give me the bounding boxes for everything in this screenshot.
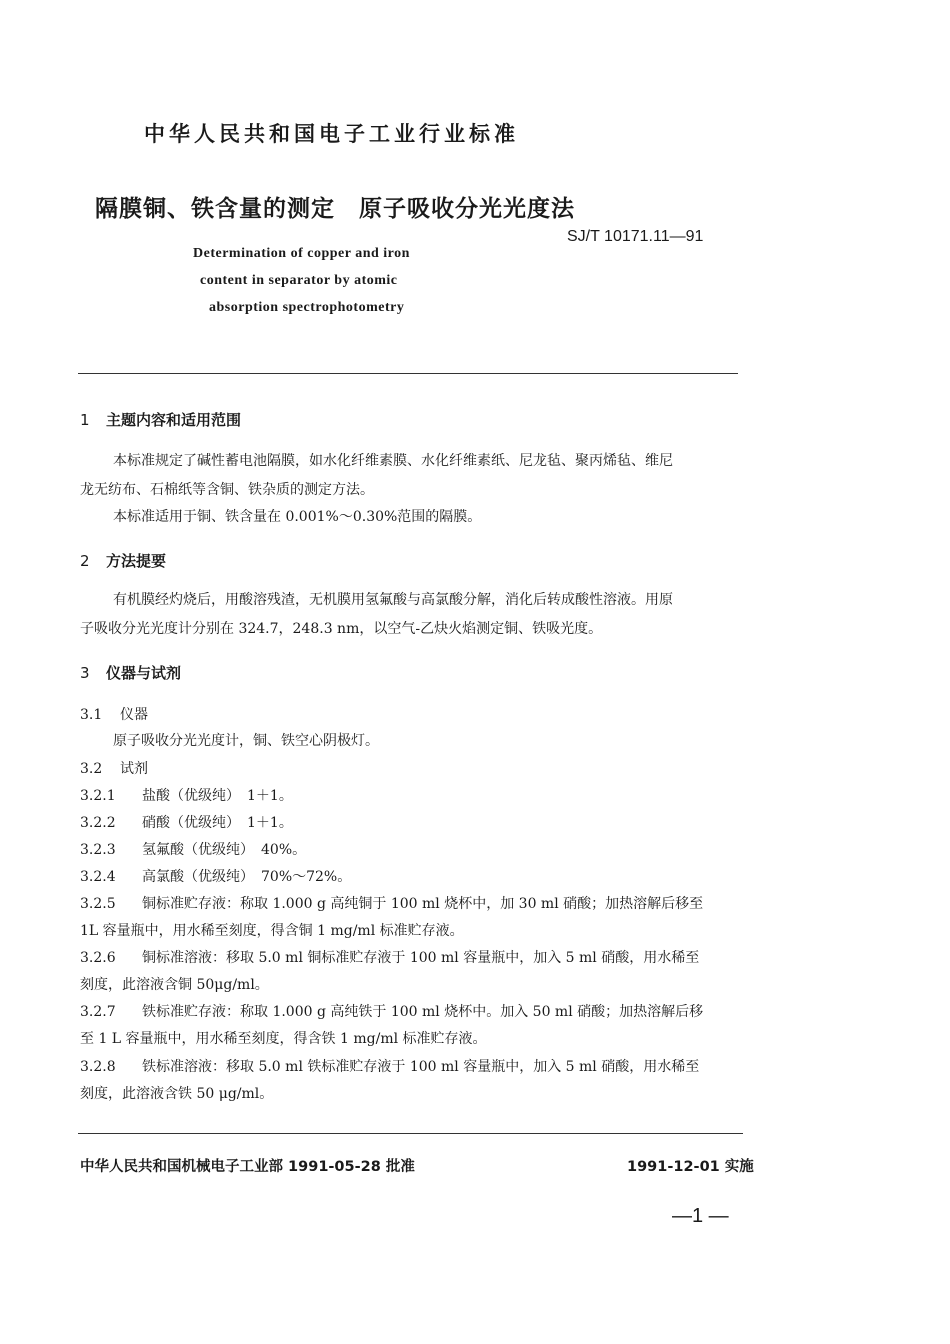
reagent-item xyxy=(80,866,351,886)
section-heading xyxy=(80,550,166,571)
section-number: 2 xyxy=(80,552,90,570)
item-number: 3.2.8 xyxy=(80,1059,116,1075)
item-text: 高氯酸（优级纯） 70%～72%。 xyxy=(142,869,352,885)
item-text: 铁标准贮存液：称取 1.000 g 高纯铁于 100 ml 烧杯中。加入 50 ml 硝酸；加热溶解后移 xyxy=(142,1004,704,1020)
subsection-heading xyxy=(80,704,148,724)
item-text: 铜标准贮存液：称取 1.000 g 高纯铜于 100 ml 烧杯中，加 30 ml 硝酸；加热溶解后移至 xyxy=(142,896,704,912)
footer-divider xyxy=(78,1133,743,1134)
page-number: —1 — xyxy=(672,1205,729,1227)
standard-code: SJ/T 10171.11—91 xyxy=(567,228,704,245)
reagent-item xyxy=(80,893,703,913)
paragraph-line: 子吸收分光光度计分别在 324.7，248.3 nm，以空气-乙炔火焰测定铜、铁吸光度。 xyxy=(80,621,603,637)
reagent-item xyxy=(80,785,293,805)
item-number: 3.2.3 xyxy=(80,842,116,858)
reagent-item xyxy=(80,1001,703,1021)
english-title-line: content in separator by atomic xyxy=(200,273,398,288)
subsection-heading xyxy=(80,758,148,778)
item-number: 3.2.5 xyxy=(80,896,116,912)
reagent-item xyxy=(80,947,699,967)
item-number: 3.2.7 xyxy=(80,1004,116,1020)
approval-line: 中华人民共和国机械电子工业部 1991-05-28 批准 xyxy=(80,1159,415,1175)
item-continuation: 1L 容量瓶中，用水稀至刻度，得含铜 1 mg/ml 标准贮存液。 xyxy=(80,923,464,939)
item-continuation: 刻度，此溶液含铁 50 μg/ml。 xyxy=(80,1086,274,1102)
paragraph-line: 原子吸收分光光度计，铜、铁空心阴极灯。 xyxy=(113,733,379,749)
document-title: 隔膜铜、铁含量的测定 原子吸收分光光度法 xyxy=(95,196,575,222)
item-text: 铜标准溶液：移取 5.0 ml 铜标准贮存液于 100 ml 容量瓶中，加入 5 ml 硝酸，用水稀至 xyxy=(142,950,700,966)
paragraph-line: 本标准适用于铜、铁含量在 0.001%～0.30%范围的隔膜。 xyxy=(113,509,482,525)
paragraph-line: 本标准规定了碱性蓄电池隔膜，如水化纤维素膜、水化纤维素纸、尼龙毡、聚丙烯毡、维尼 xyxy=(113,453,673,469)
section-title: 主题内容和适用范围 xyxy=(106,411,242,429)
subsection-title: 仪器 xyxy=(120,707,148,723)
section-title: 方法提要 xyxy=(106,552,167,570)
item-text: 铁标准溶液：移取 5.0 ml 铁标准贮存液于 100 ml 容量瓶中，加入 5 ml 硝酸，用水稀至 xyxy=(142,1059,700,1075)
effective-date: 1991-12-01 实施 xyxy=(627,1159,754,1175)
item-text: 盐酸（优级纯） 1＋1。 xyxy=(142,788,293,804)
english-title-line: absorption spectrophotometry xyxy=(209,300,405,315)
standard-title: 中华人民共和国电子工业行业标准 xyxy=(144,122,519,146)
paragraph-line: 有机膜经灼烧后，用酸溶残渣，无机膜用氢氟酸与高氯酸分解，消化后转成酸性溶液。用原 xyxy=(113,592,673,608)
reagent-item xyxy=(80,839,306,859)
subsection-number: 3.1 xyxy=(80,707,103,723)
section-number: 1 xyxy=(80,411,90,429)
paragraph-line: 龙无纺布、石棉纸等含铜、铁杂质的测定方法。 xyxy=(80,482,374,498)
reagent-item xyxy=(80,1056,699,1076)
subsection-number: 3.2 xyxy=(80,761,103,777)
section-title: 仪器与试剂 xyxy=(106,664,182,682)
item-text: 硝酸（优级纯） 1＋1。 xyxy=(142,815,293,831)
section-number: 3 xyxy=(80,664,90,682)
subsection-title: 试剂 xyxy=(120,761,148,777)
item-number: 3.2.4 xyxy=(80,869,116,885)
english-title-line: Determination of copper and iron xyxy=(193,246,410,261)
header-divider xyxy=(78,373,738,374)
item-text: 氢氟酸（优级纯） 40%。 xyxy=(142,842,307,858)
item-continuation: 至 1 L 容量瓶中，用水稀至刻度，得含铁 1 mg/ml 标准贮存液。 xyxy=(80,1031,487,1047)
item-continuation: 刻度，此溶液含铜 50μg/ml。 xyxy=(80,977,269,993)
item-number: 3.2.1 xyxy=(80,788,116,804)
reagent-item xyxy=(80,812,293,832)
item-number: 3.2.2 xyxy=(80,815,116,831)
item-number: 3.2.6 xyxy=(80,950,116,966)
section-heading xyxy=(80,409,241,430)
section-heading xyxy=(80,662,181,683)
